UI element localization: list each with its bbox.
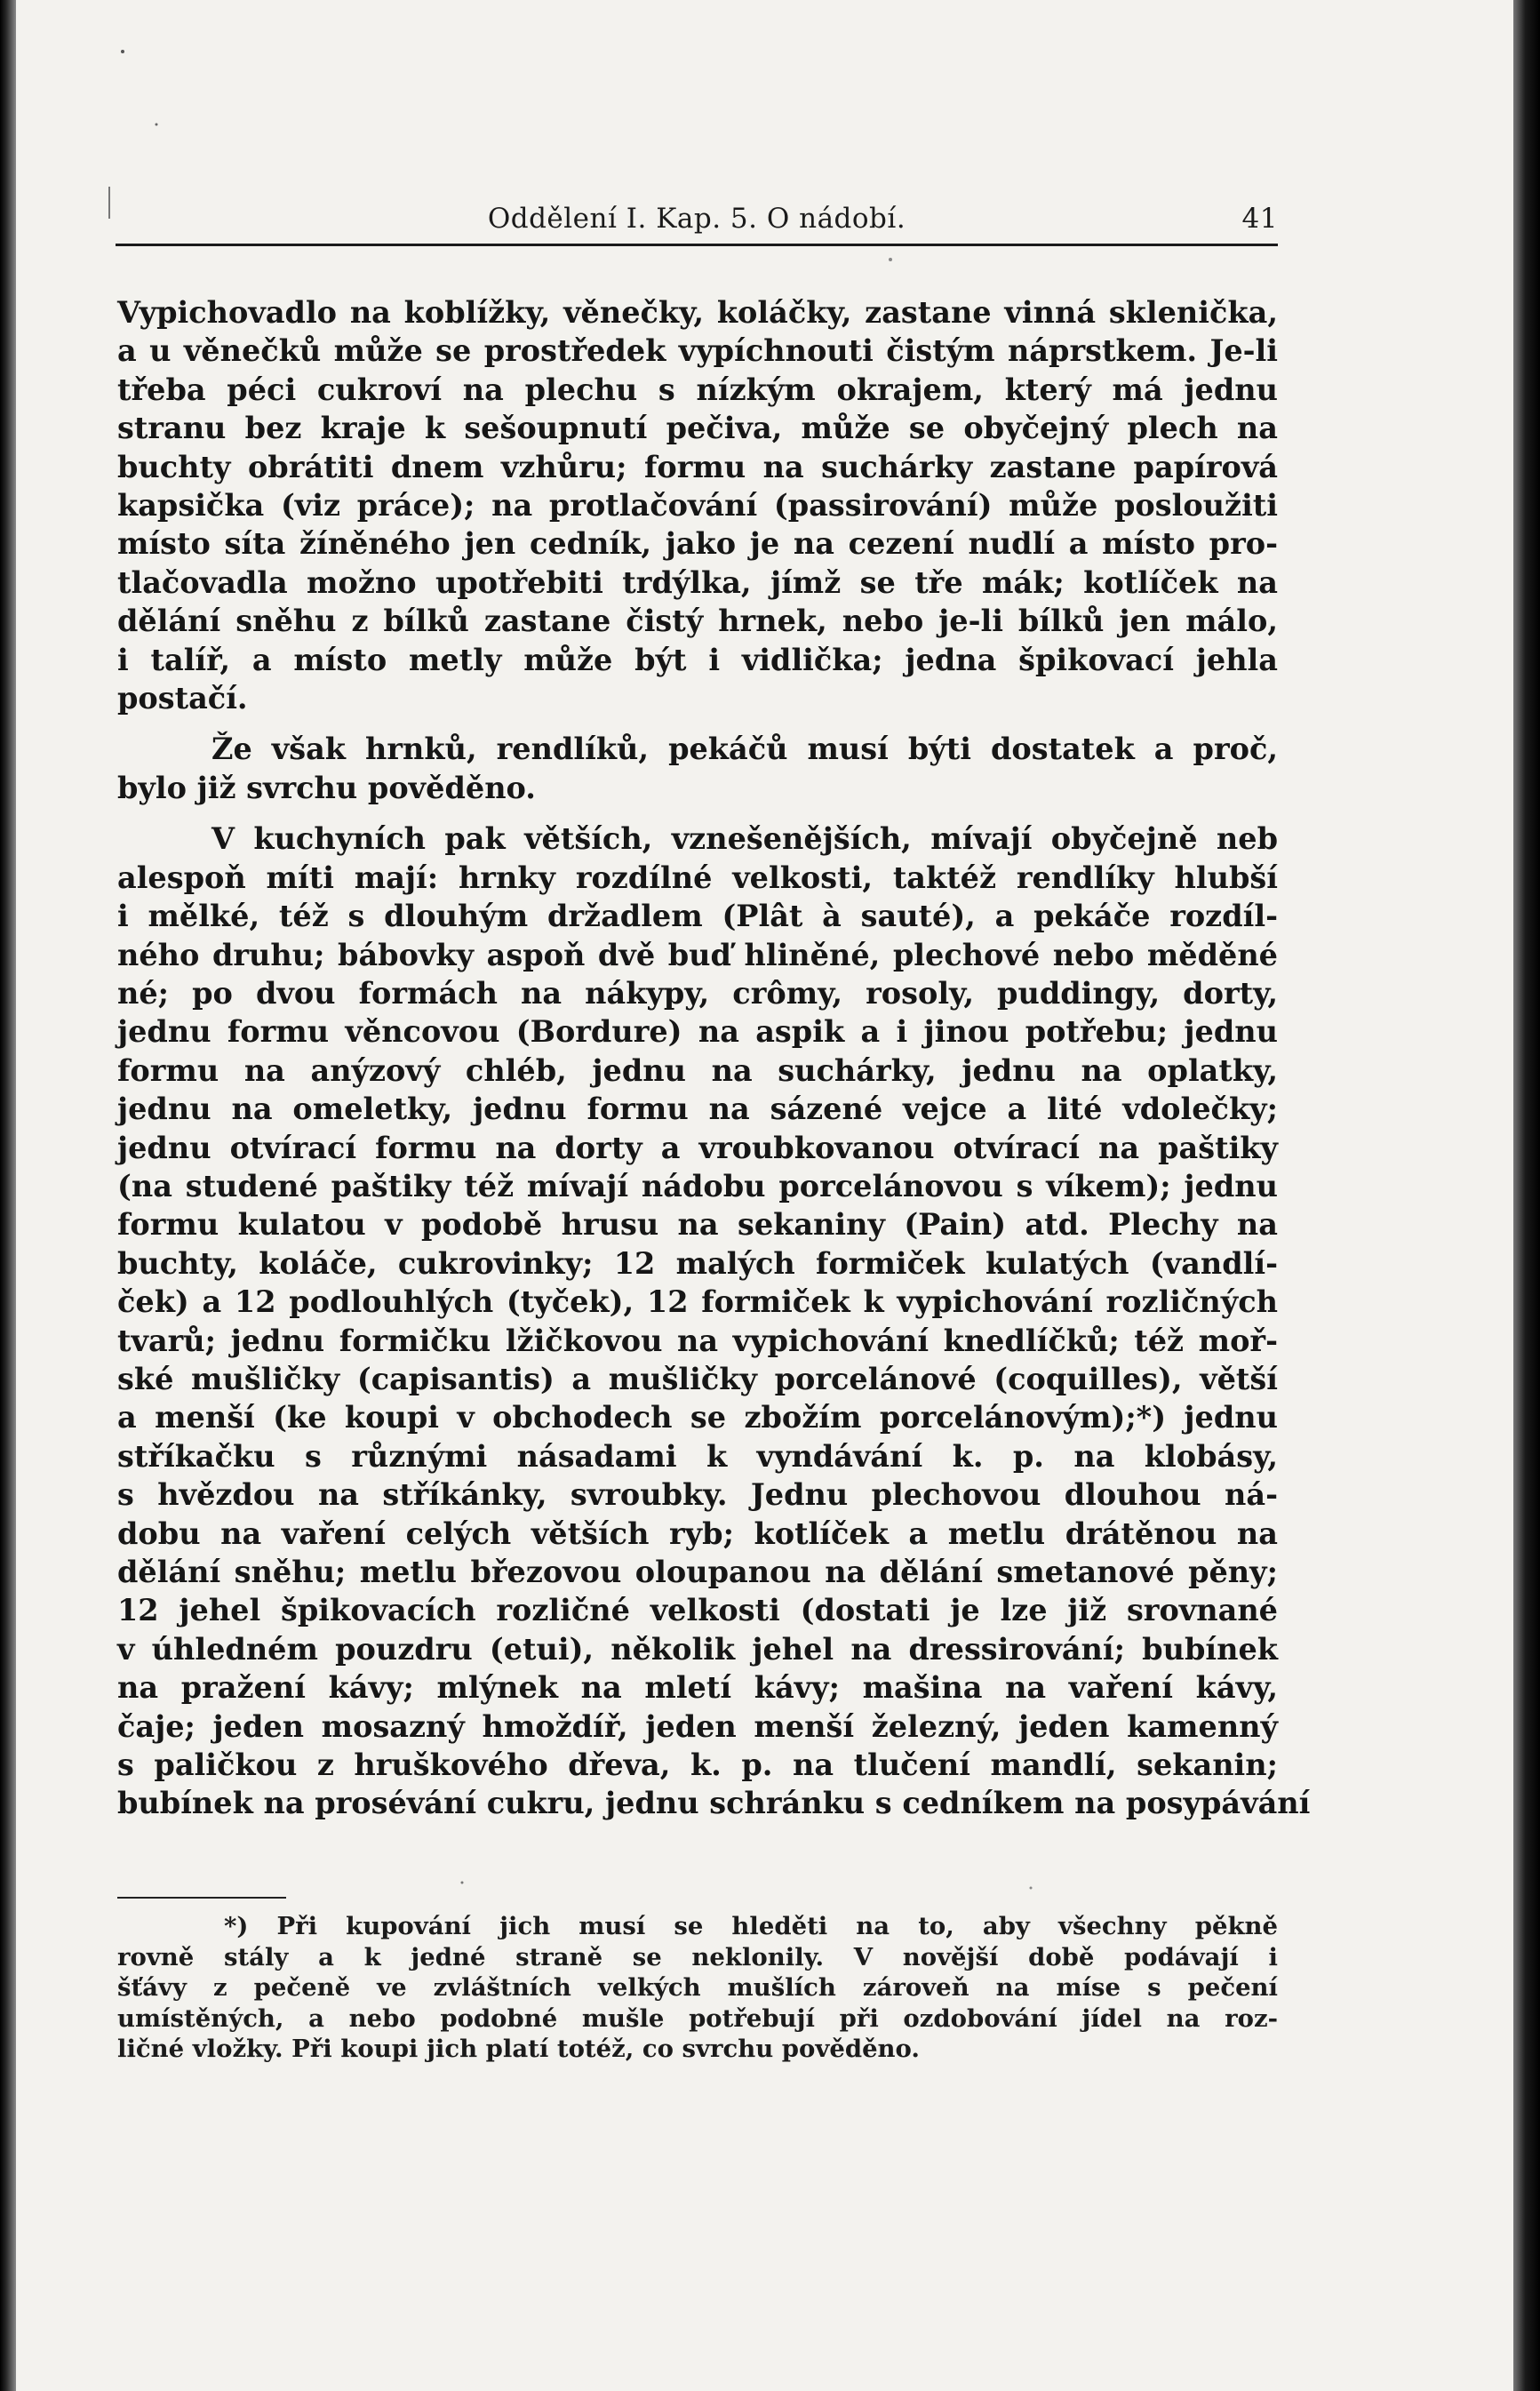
text-line: s paličkou z hruškového dřeva, k. p. na tlučení mandlí, sekanin;	[117, 1747, 1278, 1783]
text-line: stranu bez kraje k sešoupnutí pečiva, může se obyčejný plech na	[117, 411, 1278, 446]
text-line: 12 jehel špikovacích rozličné velkosti (dostati je lze již srovnané	[117, 1593, 1278, 1628]
footnote-line: *) Při kupování jich musí se hleděti na to, aby všechny pěkně	[224, 1912, 1278, 1940]
text-line: Vypichovadlo na koblížky, věnečky, koláčky, zastane vinná sklenička,	[117, 295, 1278, 330]
text-line: a menší (ke koupi v obchodech se zbožím porcelánovým);*) jednu	[117, 1400, 1278, 1435]
text-line: stříkačku s různými násadami k vyndávání k. p. na klobásy,	[117, 1438, 1278, 1474]
text-line: i talíř, a místo metly může být i vidlička; jedna špikovací jehla	[117, 642, 1278, 677]
paragraph-1	[117, 293, 1278, 717]
footnote	[117, 1911, 1278, 2065]
text-line: čaje; jeden mosazný hmoždíř, jeden menší železný, jeden kamenný	[117, 1708, 1278, 1744]
text-line: s hvězdou na stříkánky, svroubky. Jednu plechovou dlouhou ná-	[117, 1477, 1278, 1513]
body-text	[117, 293, 1311, 1835]
text-line: třeba péci cukroví na plechu s nízkým okrajem, který má jednu	[117, 372, 1278, 407]
paragraph-2	[117, 730, 1278, 807]
text-line: tvarů; jednu formičku lžičkovou na vypichování knedlíčků; též moř-	[117, 1323, 1278, 1358]
text-line: né; po dvou formách na nákypy, crômy, rosoly, puddingy, dorty,	[117, 975, 1278, 1011]
text-line: buchty, koláče, cukrovinky; 12 malých formiček kulatých (vandlí-	[117, 1245, 1278, 1281]
text-line: ček) a 12 podlouhlých (tyček), 12 formiček k vypichování rozličných	[117, 1284, 1278, 1320]
text-line: i mělké, též s dlouhým držadlem (Plât à sauté), a pekáče rozdíl-	[117, 899, 1278, 934]
text-line: dělání sněhu z bílků zastane čistý hrnek, nebo je-li bílků jen málo,	[117, 604, 1278, 639]
text-line: formu kulatou v podobě hrusu na sekaniny (Pain) atd. Plechy na	[117, 1207, 1278, 1243]
text-line: jednu na omeletky, jednu formu na sázené vejce a lité vdolečky;	[117, 1092, 1278, 1127]
text-line: postačí.	[117, 681, 248, 716]
text-line: jednu formu věncovou (Bordure) na aspik a i jinou potřebu; jednu	[117, 1014, 1278, 1050]
text-line: bubínek na prosévání cukru, jednu schránku s cedníkem na posypávání	[117, 1786, 1311, 1821]
scan-edge-right	[1513, 0, 1540, 2391]
text-line: alespoň míti mají: hrnky rozdílné velkosti, taktéž rendlíky hlubší	[117, 860, 1278, 895]
header-rule	[116, 244, 1278, 246]
text-line: formu na anýzový chléb, jednu na suchárky, jednu na oplatky,	[117, 1052, 1278, 1088]
text-line: ného druhu; bábovky aspoň dvě buď hliněné, plechové nebo měděné	[117, 937, 1278, 972]
text-line: Že však hrnků, rendlíků, pekáčů musí býti dostatek a proč,	[211, 732, 1278, 767]
text-line: místo síta žíněného jen cedník, jako je na cezení nudlí a místo pro-	[117, 526, 1278, 562]
text-line: buchty obrátiti dnem vzhůru; formu na suchárky zastane papírová	[117, 449, 1278, 484]
text-line: V kuchyních pak větších, vznešenějších, mívají obyčejně neb	[211, 821, 1278, 857]
text-line: bylo již svrchu pověděno.	[117, 770, 536, 805]
paragraph-3	[117, 820, 1311, 1823]
text-line: v úhledném pouzdru (etui), několik jehel na dressirování; bubínek	[117, 1631, 1278, 1667]
text-line: dobu na vaření celých větších ryb; kotlíček a metlu drátěnou na	[117, 1515, 1278, 1551]
footnote-line: šťávy z pečeně ve zvláštních velkých mušlích zároveň na míse s pečení	[117, 1973, 1278, 2003]
text-line: tlačovadla možno upotřebiti trdýlka, jímž se tře mák; kotlíček na	[117, 564, 1278, 600]
footnote-line: umístěných, a nebo podobné mušle potřebují při ozdobování jídel na roz-	[117, 2003, 1278, 2033]
text-line: jednu otvírací formu na dorty a vroubkovanou otvírací na paštiky	[117, 1130, 1278, 1165]
text-line: kapsička (viz práce); na protlačování (passirování) může posloužiti	[117, 488, 1278, 524]
text-line: dělání sněhu; metlu březovou oloupanou na dělání smetanové pěny;	[117, 1555, 1278, 1589]
text-line: (na studené paštiky též mívají nádobu porcelánovou s víkem); jednu	[117, 1168, 1278, 1203]
footnote-line: rovně stály a k jedné straně se neklonily. V novější době podávají i	[117, 1942, 1278, 1971]
page-header	[116, 203, 1278, 244]
text-line: na pražení kávy; mlýnek na mletí kávy; mašina na vaření kávy,	[117, 1670, 1278, 1706]
scan-edge-left	[0, 0, 16, 2391]
running-title: Oddělení I. Kap. 5. O nádobí.	[487, 203, 906, 235]
text-line: a u věnečků může se prostředek vypíchnouti čistým náprstkem. Je-li	[117, 333, 1278, 369]
footnote-rule	[117, 1897, 286, 1899]
footnote-line: ličné vložky. Při koupi jich platí totéž, co svrchu pověděno.	[117, 2035, 920, 2064]
page-number: 41	[1241, 203, 1278, 235]
text-line: ské mušličky (capisantis) a mušličky porcelánové (coquilles), větší	[117, 1361, 1278, 1396]
